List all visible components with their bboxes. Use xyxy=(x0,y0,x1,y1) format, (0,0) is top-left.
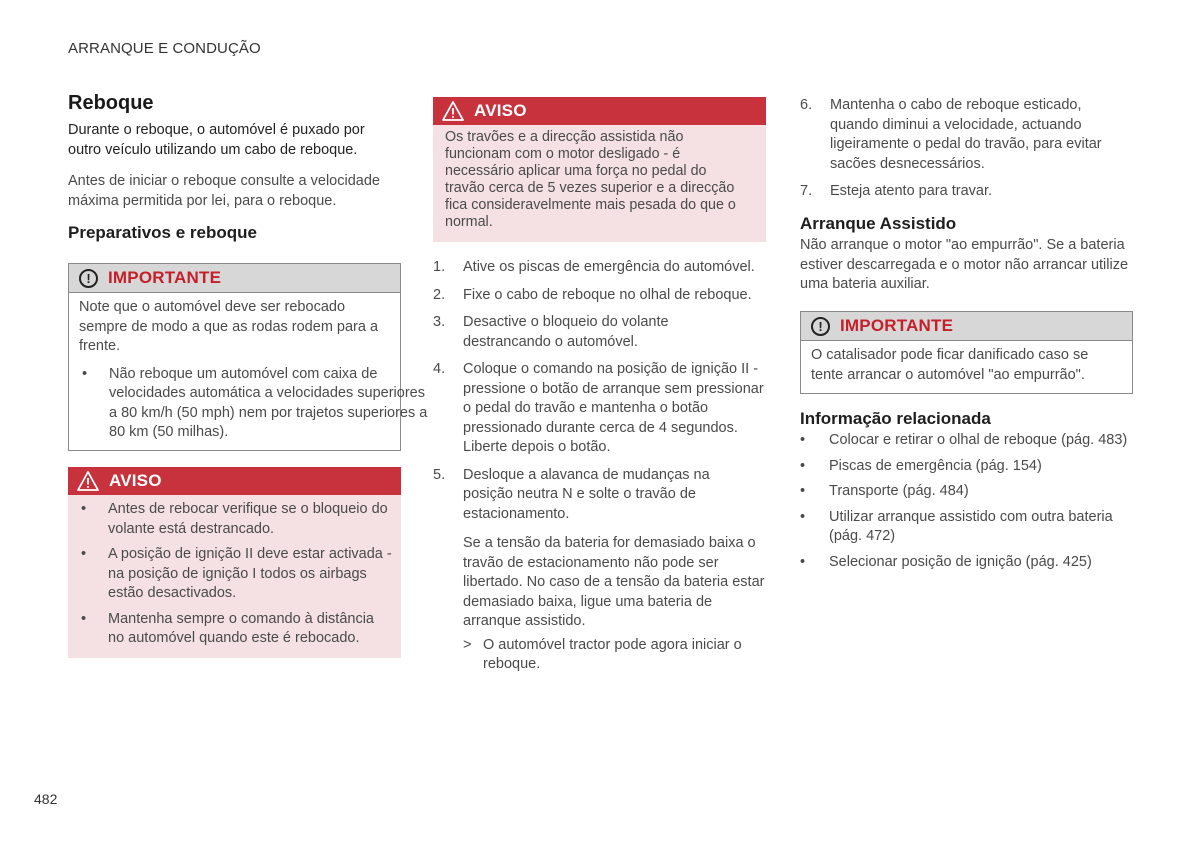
related-link-text[interactable]: Colocar e retirar o olhal de reboque (pág. 483) xyxy=(829,432,1128,448)
important-header xyxy=(69,264,400,293)
list-item xyxy=(800,182,1133,202)
step-number: 2. xyxy=(433,286,446,303)
exclamation-circle-icon: ! xyxy=(79,269,98,288)
warning-box xyxy=(68,467,401,658)
related-link[interactable] xyxy=(800,482,1133,502)
related-link-text[interactable]: Utilizar arranque assistido com outra bateria (pág. 472) xyxy=(829,508,1113,544)
exclamation-circle-icon: ! xyxy=(811,317,830,336)
bullet-marker: • xyxy=(800,553,806,570)
preparations-heading: Preparativos e reboque xyxy=(68,223,257,242)
section-header: ARRANQUE E CONDUÇÃO xyxy=(68,40,261,57)
important-header xyxy=(801,312,1132,341)
bullet-marker: • xyxy=(82,365,88,382)
important-title: IMPORTANTE xyxy=(108,268,222,287)
result-marker: > xyxy=(463,636,472,653)
warning-header xyxy=(68,467,401,495)
step-number: 5. xyxy=(433,466,446,483)
bullet-marker: • xyxy=(800,483,806,499)
list-item xyxy=(433,313,741,352)
list-item xyxy=(433,258,766,278)
related-link-text[interactable]: Transporte (pág. 484) xyxy=(829,483,969,499)
important-bullet xyxy=(69,365,431,443)
page-number: 482 xyxy=(34,791,58,807)
important-text: Note que o automóvel deve ser rebocado sempre de modo a que as rodas rodem para a frente. xyxy=(79,299,379,354)
warning-bullet xyxy=(68,610,393,649)
related-link[interactable] xyxy=(800,431,1133,451)
step-text: Fixe o cabo de reboque no olhal de reboque. xyxy=(463,286,752,303)
list-item xyxy=(800,96,1133,174)
step-number: 4. xyxy=(433,361,446,377)
list-item xyxy=(433,360,766,458)
result-line xyxy=(463,636,766,675)
bullet-text: Não reboque um automóvel com caixa de velocidades automática a velocidades superiores a 80 km/h (50 mph) nem por trajetos superiores a 80 km (50 milhas). xyxy=(109,365,428,440)
page-title: Reboque xyxy=(68,92,154,114)
related-link-text[interactable]: Piscas de emergência (pág. 154) xyxy=(829,457,1042,474)
related-list xyxy=(800,431,1133,572)
step-text: Ative os piscas de emergência do automóvel. xyxy=(463,259,755,275)
warning-bullet xyxy=(68,500,393,539)
related-link[interactable] xyxy=(800,553,1133,573)
list-item xyxy=(433,466,756,525)
bullet-marker: • xyxy=(81,501,87,517)
intro-paragraph: Durante o reboque, o automóvel é puxado por outro veículo utilizando um cabo de reboque. xyxy=(68,122,365,158)
warning-box xyxy=(433,97,766,242)
bullet-text: A posição de ignição II deve estar activada - na posição de ignição I todos os airbags estão desactivados. xyxy=(108,546,392,601)
related-link[interactable] xyxy=(800,457,1133,477)
step-number: 6. xyxy=(800,97,813,113)
step-text: Coloque o comando na posição de ignição II - pressione o botão de arranque sem pressionar o pedal do travão e mantenha o botão pressionado durante cerca de 4 segundos. Liberte depois o botão. xyxy=(463,361,764,455)
bullet-text: Mantenha sempre o comando à distância no automóvel quando este é rebocado. xyxy=(108,610,374,646)
bullet-marker: • xyxy=(81,610,87,627)
step-number: 3. xyxy=(433,314,446,330)
important-box xyxy=(68,263,428,451)
warning-triangle-icon xyxy=(77,471,99,491)
important-text: O catalisador pode ficar danificado caso se tente arrancar o automóvel "ao empurrão". xyxy=(811,347,1089,383)
warning-header xyxy=(433,97,766,125)
steps-list-continued xyxy=(800,96,1133,202)
bullet-marker: • xyxy=(800,432,806,448)
important-box xyxy=(800,311,1133,394)
step-text: Mantenha o cabo de reboque esticado, quando diminui a velocidade, actuando ligeiramente o pedal do travão, para evitar sacões desnecessários. xyxy=(830,97,1102,172)
step-number: 7. xyxy=(800,183,813,199)
bullet-marker: • xyxy=(800,508,806,525)
list-item xyxy=(433,286,766,306)
assist-start-heading: Arranque Assistido xyxy=(800,214,957,233)
step-text: Esteja atento para travar. xyxy=(830,183,993,199)
warning-bullet xyxy=(68,545,393,604)
related-link[interactable] xyxy=(800,508,1133,547)
warning-text: Os travões e a direcção assistida não funcionam com o motor desligado - é necessário aplicar uma força no pedal do travão cerca de 5 vezes superior e a direcção fica consideravelmente mais pesada do que o normal. xyxy=(445,129,736,230)
warning-title: AVISO xyxy=(474,101,527,120)
speed-note-paragraph: Antes de iniciar o reboque consulte a velocidade máxima permitida por lei, para o reboque. xyxy=(68,173,380,209)
assist-start-text: Não arranque o motor "ao empurrão". Se a bateria estiver descarregada e o motor não arrancar utilize uma bateria auxiliar. xyxy=(800,237,1129,292)
step-text: Desactive o bloqueio do volante destrancando o automóvel. xyxy=(463,314,669,350)
related-info-heading: Informação relacionada xyxy=(800,409,991,428)
battery-note: Se a tensão da bateria for demasiado baixa o travão de estacionamento não pode ser libertado. No caso de a tensão da bateria estar demasiado baixa, ligue uma bateria de arranque assistido. xyxy=(463,535,765,629)
result-text: O automóvel tractor pode agora iniciar o reboque. xyxy=(483,636,742,672)
bullet-marker: • xyxy=(81,546,87,562)
related-link-text[interactable]: Selecionar posição de ignição (pág. 425) xyxy=(829,553,1092,570)
warning-triangle-icon xyxy=(442,101,464,121)
bullet-text: Antes de rebocar verifique se o bloqueio do volante está destrancado. xyxy=(108,501,388,537)
bullet-marker: • xyxy=(800,457,806,474)
warning-title: AVISO xyxy=(109,471,162,490)
step-number: 1. xyxy=(433,259,446,275)
important-title: IMPORTANTE xyxy=(840,316,954,335)
steps-list xyxy=(433,258,766,675)
step-text: Desloque a alavanca de mudanças na posição neutra N e solte o travão de estacionamento. xyxy=(463,466,710,522)
